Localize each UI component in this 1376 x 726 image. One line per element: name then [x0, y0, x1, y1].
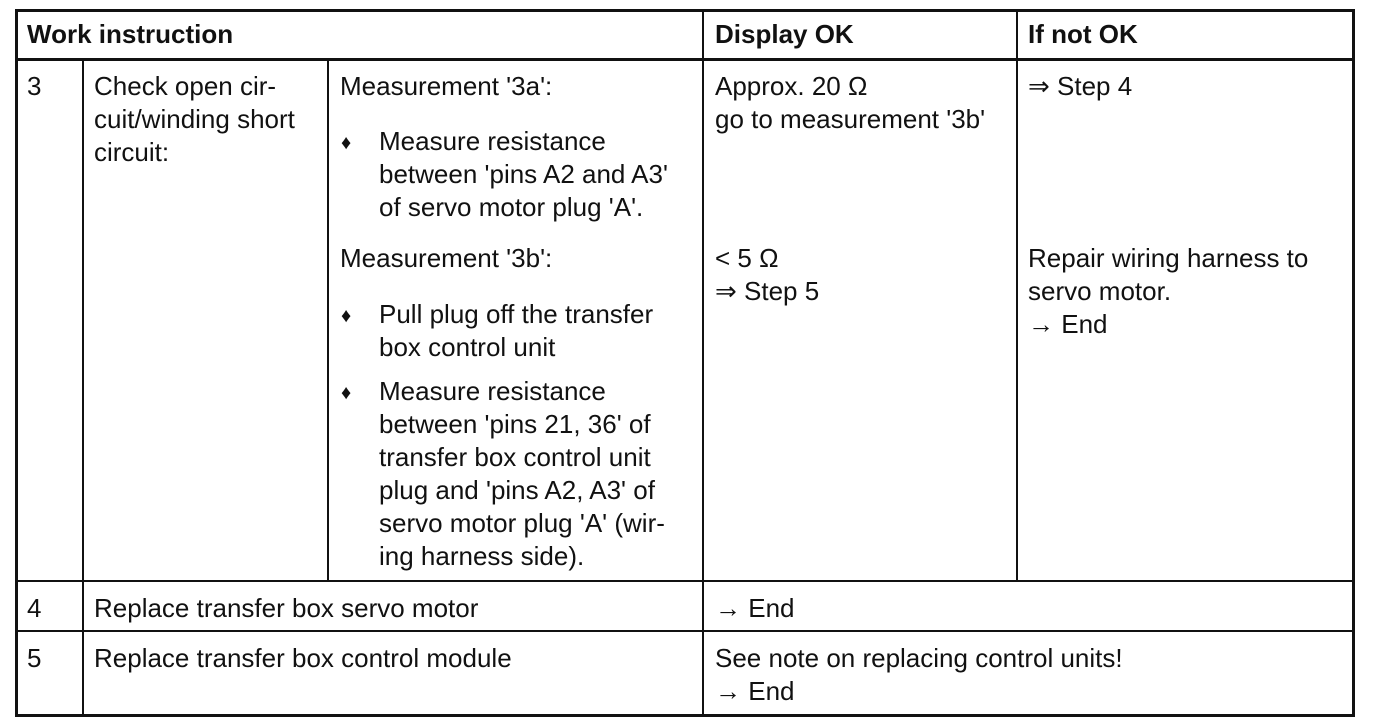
measurement-3b-bullet1-line: box control unit	[379, 332, 556, 362]
header-divider	[15, 58, 1355, 61]
measurement-3b-if-not-ok-line: servo motor.	[1028, 276, 1172, 306]
task-column-divider	[327, 58, 329, 582]
row3-task-line: circuit:	[94, 137, 170, 167]
measurement-3a-display-ok-line: Approx. 20 Ω	[715, 71, 868, 101]
bullet-icon: ♦	[341, 132, 352, 154]
row4-step-number: 4	[27, 593, 42, 623]
row3-task-line: cuit/winding short	[94, 104, 295, 134]
bullet-icon: ♦	[341, 305, 352, 327]
header-if-not-ok: If not OK	[1028, 19, 1138, 49]
measurement-3b-bullet2-line: between 'pins 21, 36' of	[379, 409, 651, 439]
display-ok-column-divider	[702, 9, 704, 717]
measurement-3a-title: Measurement '3a':	[340, 71, 553, 101]
table-border-top	[15, 9, 1355, 12]
measurement-3b-display-ok-line: < 5 Ω	[715, 243, 779, 273]
measurement-3b-bullet2-line: servo motor plug 'A' (wir-	[379, 508, 665, 538]
row5-step-number: 5	[27, 643, 42, 673]
table-border-bottom	[15, 714, 1355, 717]
row4-instruction: Replace transfer box servo motor	[94, 593, 479, 623]
measurement-3a-bullet-line: between 'pins A2 and A3'	[379, 159, 668, 189]
measurement-3b-bullet2-line: plug and 'pins A2, A3' of	[379, 475, 655, 505]
if-not-ok-column-divider	[1016, 9, 1018, 582]
row3-step-number: 3	[27, 71, 42, 101]
measurement-3b-bullet1-line: Pull plug off the transfer	[379, 299, 654, 329]
table-border-right	[1352, 9, 1355, 717]
measurement-3b-if-not-ok-line: → End	[1028, 309, 1108, 339]
measurement-3a-bullet-line: Measure resistance	[379, 126, 606, 156]
step-column-divider	[82, 58, 84, 717]
header-work-instruction: Work instruction	[27, 19, 234, 49]
measurement-3a-bullet-line: of servo motor plug 'A'.	[379, 192, 644, 222]
measurement-3b-bullet2-line: ing harness side).	[379, 541, 585, 571]
measurement-3b-bullet2-line: Measure resistance	[379, 376, 606, 406]
measurement-3b-display-ok-line: ⇒ Step 5	[715, 276, 820, 306]
measurement-3a-display-ok-line: go to measurement '3b'	[715, 104, 986, 134]
bullet-icon: ♦	[341, 382, 352, 404]
measurement-3b-if-not-ok-line: Repair wiring harness to	[1028, 243, 1309, 273]
row5-instruction: Replace transfer box control module	[94, 643, 512, 673]
row5-result-line: → End	[715, 676, 795, 706]
measurement-3b-title: Measurement '3b':	[340, 243, 553, 273]
row4-result: → End	[715, 593, 795, 623]
row5-result-line: See note on replacing control units!	[715, 643, 1123, 673]
header-display-ok: Display OK	[715, 19, 854, 49]
table-border-left	[15, 9, 18, 717]
measurement-3a-if-not-ok: ⇒ Step 4	[1028, 71, 1133, 101]
row4-divider	[15, 630, 1355, 632]
row3-task-line: Check open cir-	[94, 71, 277, 101]
measurement-3b-bullet2-line: transfer box control unit	[379, 442, 651, 472]
row3-divider	[15, 580, 1355, 582]
